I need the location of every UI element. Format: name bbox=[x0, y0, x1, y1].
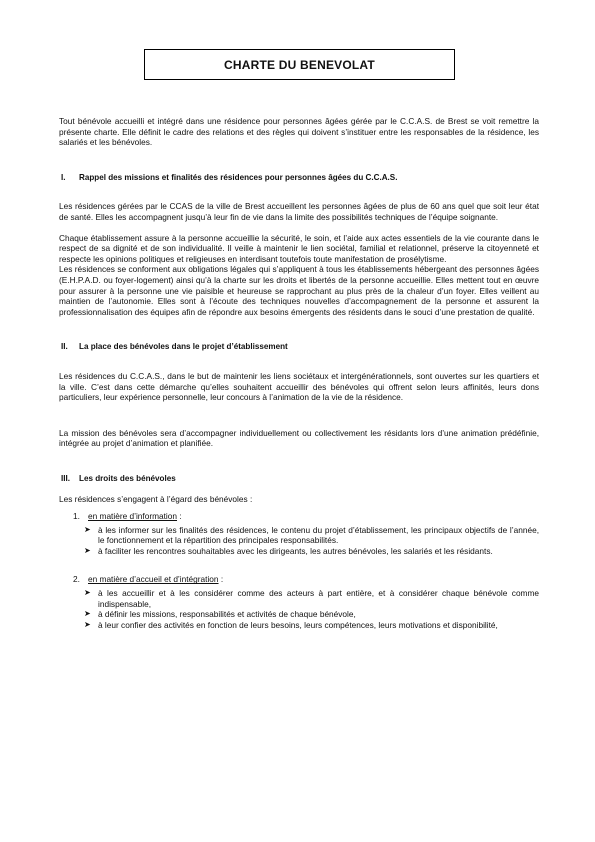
list-item-text: à leur confier des activités en fonction de leurs besoins, leurs compétences, leurs motivations et disponibilité, bbox=[98, 619, 498, 630]
section-heading-2 bbox=[59, 342, 539, 353]
arrow-right-icon: ➤ bbox=[84, 545, 91, 555]
arrow-right-icon: ➤ bbox=[84, 524, 91, 534]
list-item bbox=[84, 588, 539, 609]
item-label: en matière d’accueil et d’intégration bbox=[88, 574, 219, 585]
numbered-item-1 bbox=[73, 511, 539, 522]
arrow-right-icon: ➤ bbox=[84, 619, 91, 629]
section2-paragraph-1: Les résidences du C.C.A.S., dans le but de maintenir les liens sociétaux et intergénérationnels, sont ouvertes sur les quartiers et la ville. C’est dans cette démarche qu’elles souhaitent accueillir des bénévoles qui offrent selon leurs affinités, leurs dons particuliers, leur expérience personnelle, leur concours à l’animation de la vie de la résidence. bbox=[59, 370, 539, 403]
arrow-right-icon: ➤ bbox=[84, 588, 91, 598]
list-item-text: à faciliter les rencontres souhaitables avec les dirigeants, les autres bénévoles, les salariés et les résidants. bbox=[98, 545, 493, 556]
arrow-right-icon: ➤ bbox=[84, 609, 91, 619]
list-item bbox=[84, 525, 539, 546]
numbered-item-2 bbox=[73, 574, 539, 585]
section-title: Les droits des bénévoles bbox=[79, 473, 176, 483]
section-heading-3 bbox=[59, 474, 539, 485]
section1-paragraph-2: Chaque établissement assure à la personne accueillie la sécurité, le soin, et l’aide aux actes essentiels de la vie courante dans le respect de sa dignité et de son individualité. Il veille à maintenir le lien sociétal, familial et relationnel, préserve la citoyenneté et respecte les opinions politiques et religieuses en interdisant toutefois toute manifestation de prosélytisme. bbox=[59, 232, 539, 264]
section-heading-1 bbox=[59, 173, 539, 184]
item-suffix: : bbox=[218, 574, 224, 585]
document-title: CHARTE DU BENEVOLAT bbox=[144, 49, 455, 80]
item-number: 2. bbox=[73, 574, 80, 585]
section3-lead: Les résidences s’engagent à l’égard des bénévoles : bbox=[59, 494, 253, 505]
section1-paragraph-3: Les résidences se conforment aux obligations légales qui s’appliquent à tous les établissements hébergeant des personnes âgées (E.H.P.A.D. ou foyer-logement) ainsi qu’à la charte sur les droits et libertés de la personne accueillie. Elles mettent tout en œuvre pour assurer à la personne une vie paisible et heureuse se rapprochant au plus près de la chaleur d’un foyer. Elles veillent au maintien de l’autonomie. Elles sont à l’écoute des techniques nouvelles d’accompagnement de la personne et assurent la professionnalisation des équipes afin de répondre aux besoins émergents des résidents dans le souci d’une prestation de qualité. bbox=[59, 264, 539, 317]
section-title: Rappel des missions et finalités des résidences pour personnes âgées du C.C.A.S. bbox=[79, 172, 398, 182]
section-number: II. bbox=[61, 342, 68, 352]
item-suffix: : bbox=[177, 511, 182, 522]
bullet-list-1 bbox=[84, 525, 539, 557]
section-number: I. bbox=[61, 172, 66, 182]
item-number: 1. bbox=[73, 511, 80, 522]
list-item bbox=[84, 546, 539, 557]
list-item bbox=[84, 609, 539, 620]
section1-paragraph-1: Les résidences gérées par le CCAS de la ville de Brest accueillent les personnes âgées de plus de 60 ans quel que soit leur état de santé. Elles les accompagnent jusqu’à leur fin de vie dans la limite des possibilités techniques de l’équipe soignante. bbox=[59, 201, 539, 222]
section-number: III. bbox=[61, 473, 70, 483]
document-body bbox=[59, 116, 539, 630]
list-item bbox=[84, 620, 539, 631]
list-item-text: à définir les missions, responsabilités et activités de chaque bénévole, bbox=[98, 609, 356, 620]
item-label: en matière d’information bbox=[88, 511, 178, 522]
section-title: La place des bénévoles dans le projet d’établissement bbox=[79, 342, 288, 352]
section2-paragraph-2: La mission des bénévoles sera d’accompagner individuellement ou collectivement les résidants lors d’une animation prédéfinie, intégrée au projet d’animation et planifiée. bbox=[59, 427, 539, 449]
intro-paragraph: Tout bénévole accueilli et intégré dans une résidence pour personnes âgées gérée par le C.C.A.S. de Brest se voit remettre la présente charte. Elle définit le cadre des relations et des règles qui doivent s’instituer entre les responsables de la résidence, les salariés et les bénévoles. bbox=[59, 116, 539, 148]
list-item-text: à les accueillir et à les considérer comme des acteurs à part entière, et à considérer chaque bénévole comme indispensable, bbox=[98, 588, 539, 609]
list-item-text: à les informer sur les finalités des résidences, le contenu du projet d’établissement, les principaux objectifs de l’année, le fonctionnement et la répartition des principales responsabilités. bbox=[98, 524, 539, 546]
bullet-list-2 bbox=[84, 588, 539, 630]
